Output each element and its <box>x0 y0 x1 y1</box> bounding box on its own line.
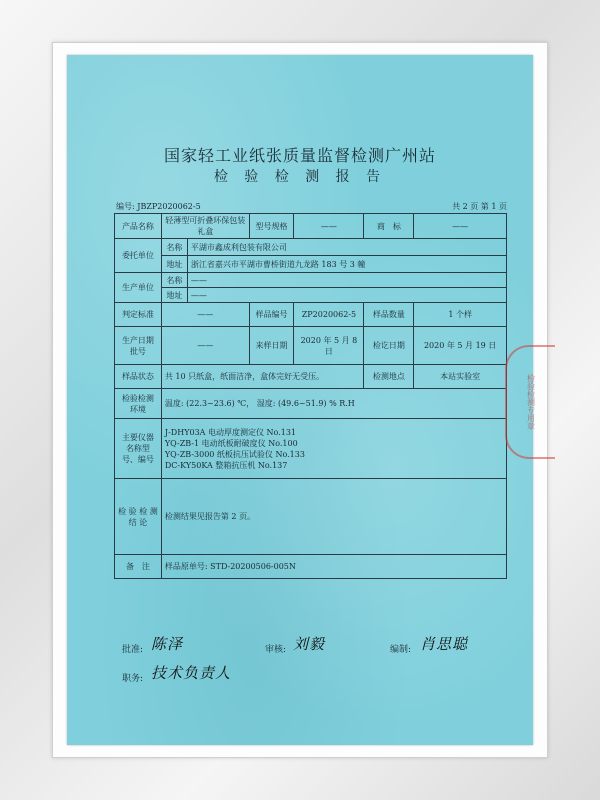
review-label: 审核: <box>265 645 287 655</box>
official-stamp: 检验检测专用章 <box>505 345 555 459</box>
model-label: 型号规格 <box>249 214 294 239</box>
sample-date-value: 2020 年 5 月 8 日 <box>294 327 364 365</box>
position-signature: 技术负责人 <box>151 664 232 682</box>
finish-date-label: 检讫日期 <box>364 327 414 365</box>
instruments-label: 主要仪器名称型号、编号 <box>115 419 162 479</box>
producer-name-value: —— <box>187 273 506 288</box>
standard-value: —— <box>161 303 249 327</box>
sample-date-label: 来样日期 <box>249 327 294 365</box>
product-name-label: 产品名称 <box>115 214 162 239</box>
certificate-paper <box>67 55 536 745</box>
page-count: 共 2 页 第 1 页 <box>452 202 507 211</box>
client-label: 委托单位 <box>115 239 162 273</box>
org-title: 国家轻工业纸张质量监督检测广州站 <box>163 146 436 165</box>
instrument-item: YQ-ZB-1 电动纸板耐破度仪 No.100 <box>164 438 298 448</box>
finish-date-value: 2020 年 5 月 19 日 <box>414 327 507 365</box>
instruments-list <box>161 419 506 479</box>
approve-label: 批准: <box>122 645 144 655</box>
position-label: 职务: <box>122 674 144 684</box>
instrument-item: DC-KY50KA 整箱抗压机 No.137 <box>164 460 288 470</box>
producer-address-label: 地址 <box>161 288 187 303</box>
doc-number: 编号: JBZP2020062-5 <box>116 202 201 211</box>
remarks-value: 样品原单号: STD-20200506-005N <box>161 555 506 579</box>
producer-name-label: 名称 <box>161 273 187 288</box>
report-table <box>114 213 507 579</box>
conclusion-label: 检 验 检 测 结 论 <box>115 479 162 555</box>
prod-date-value: —— <box>161 327 249 365</box>
approver-signature: 陈泽 <box>151 635 184 653</box>
env-label: 检验检测环境 <box>115 389 162 419</box>
location-label: 检测地点 <box>364 365 414 389</box>
producer-label: 生产单位 <box>115 273 162 303</box>
remarks-label: 备 注 <box>115 555 162 579</box>
report-title: 检 验 检 测 报 告 <box>213 169 387 185</box>
state-label: 样品状态 <box>115 365 162 389</box>
state-value: 共 10 只纸盒，纸面洁净，盒体完好无受压。 <box>161 365 364 389</box>
sample-no-value: ZP2020062-5 <box>294 303 364 327</box>
brand-label: 商 标 <box>364 214 414 239</box>
product-name-value: 轻薄型可折叠环保包装礼盒 <box>161 214 249 239</box>
sample-qty-value: 1 个样 <box>414 303 507 327</box>
prod-date-label: 生产日期批号 <box>115 327 162 365</box>
client-address-value: 浙江省嘉兴市平湖市曹桥街道九龙路 183 号 3 幢 <box>187 256 506 273</box>
model-value: —— <box>294 214 364 239</box>
brand-value: —— <box>414 214 507 239</box>
instrument-item: YQ-ZB-3000 纸板抗压试验仪 No.133 <box>164 449 305 459</box>
compiler-signature: 肖思聪 <box>420 635 469 653</box>
client-name-label: 名称 <box>161 239 187 256</box>
client-name-value: 平湖市鑫成利包装有限公司 <box>187 239 506 256</box>
reviewer-signature: 刘毅 <box>293 635 326 653</box>
env-value: 温度: (22.3~23.6) ℃， 湿度: (49.6~51.9) % R.H <box>161 389 506 419</box>
producer-address-value: —— <box>187 288 506 303</box>
compile-label: 编制: <box>390 645 412 655</box>
sample-qty-label: 样品数量 <box>364 303 414 327</box>
client-address-label: 地址 <box>161 256 187 273</box>
conclusion-value: 检测结果见报告第 2 页。 <box>161 479 506 555</box>
sample-no-label: 样品编号 <box>249 303 294 327</box>
location-value: 本站实验室 <box>414 365 507 389</box>
instrument-item: J-DHY03A 电动厚度测定仪 No.131 <box>164 427 297 437</box>
standard-label: 判定标准 <box>115 303 162 327</box>
